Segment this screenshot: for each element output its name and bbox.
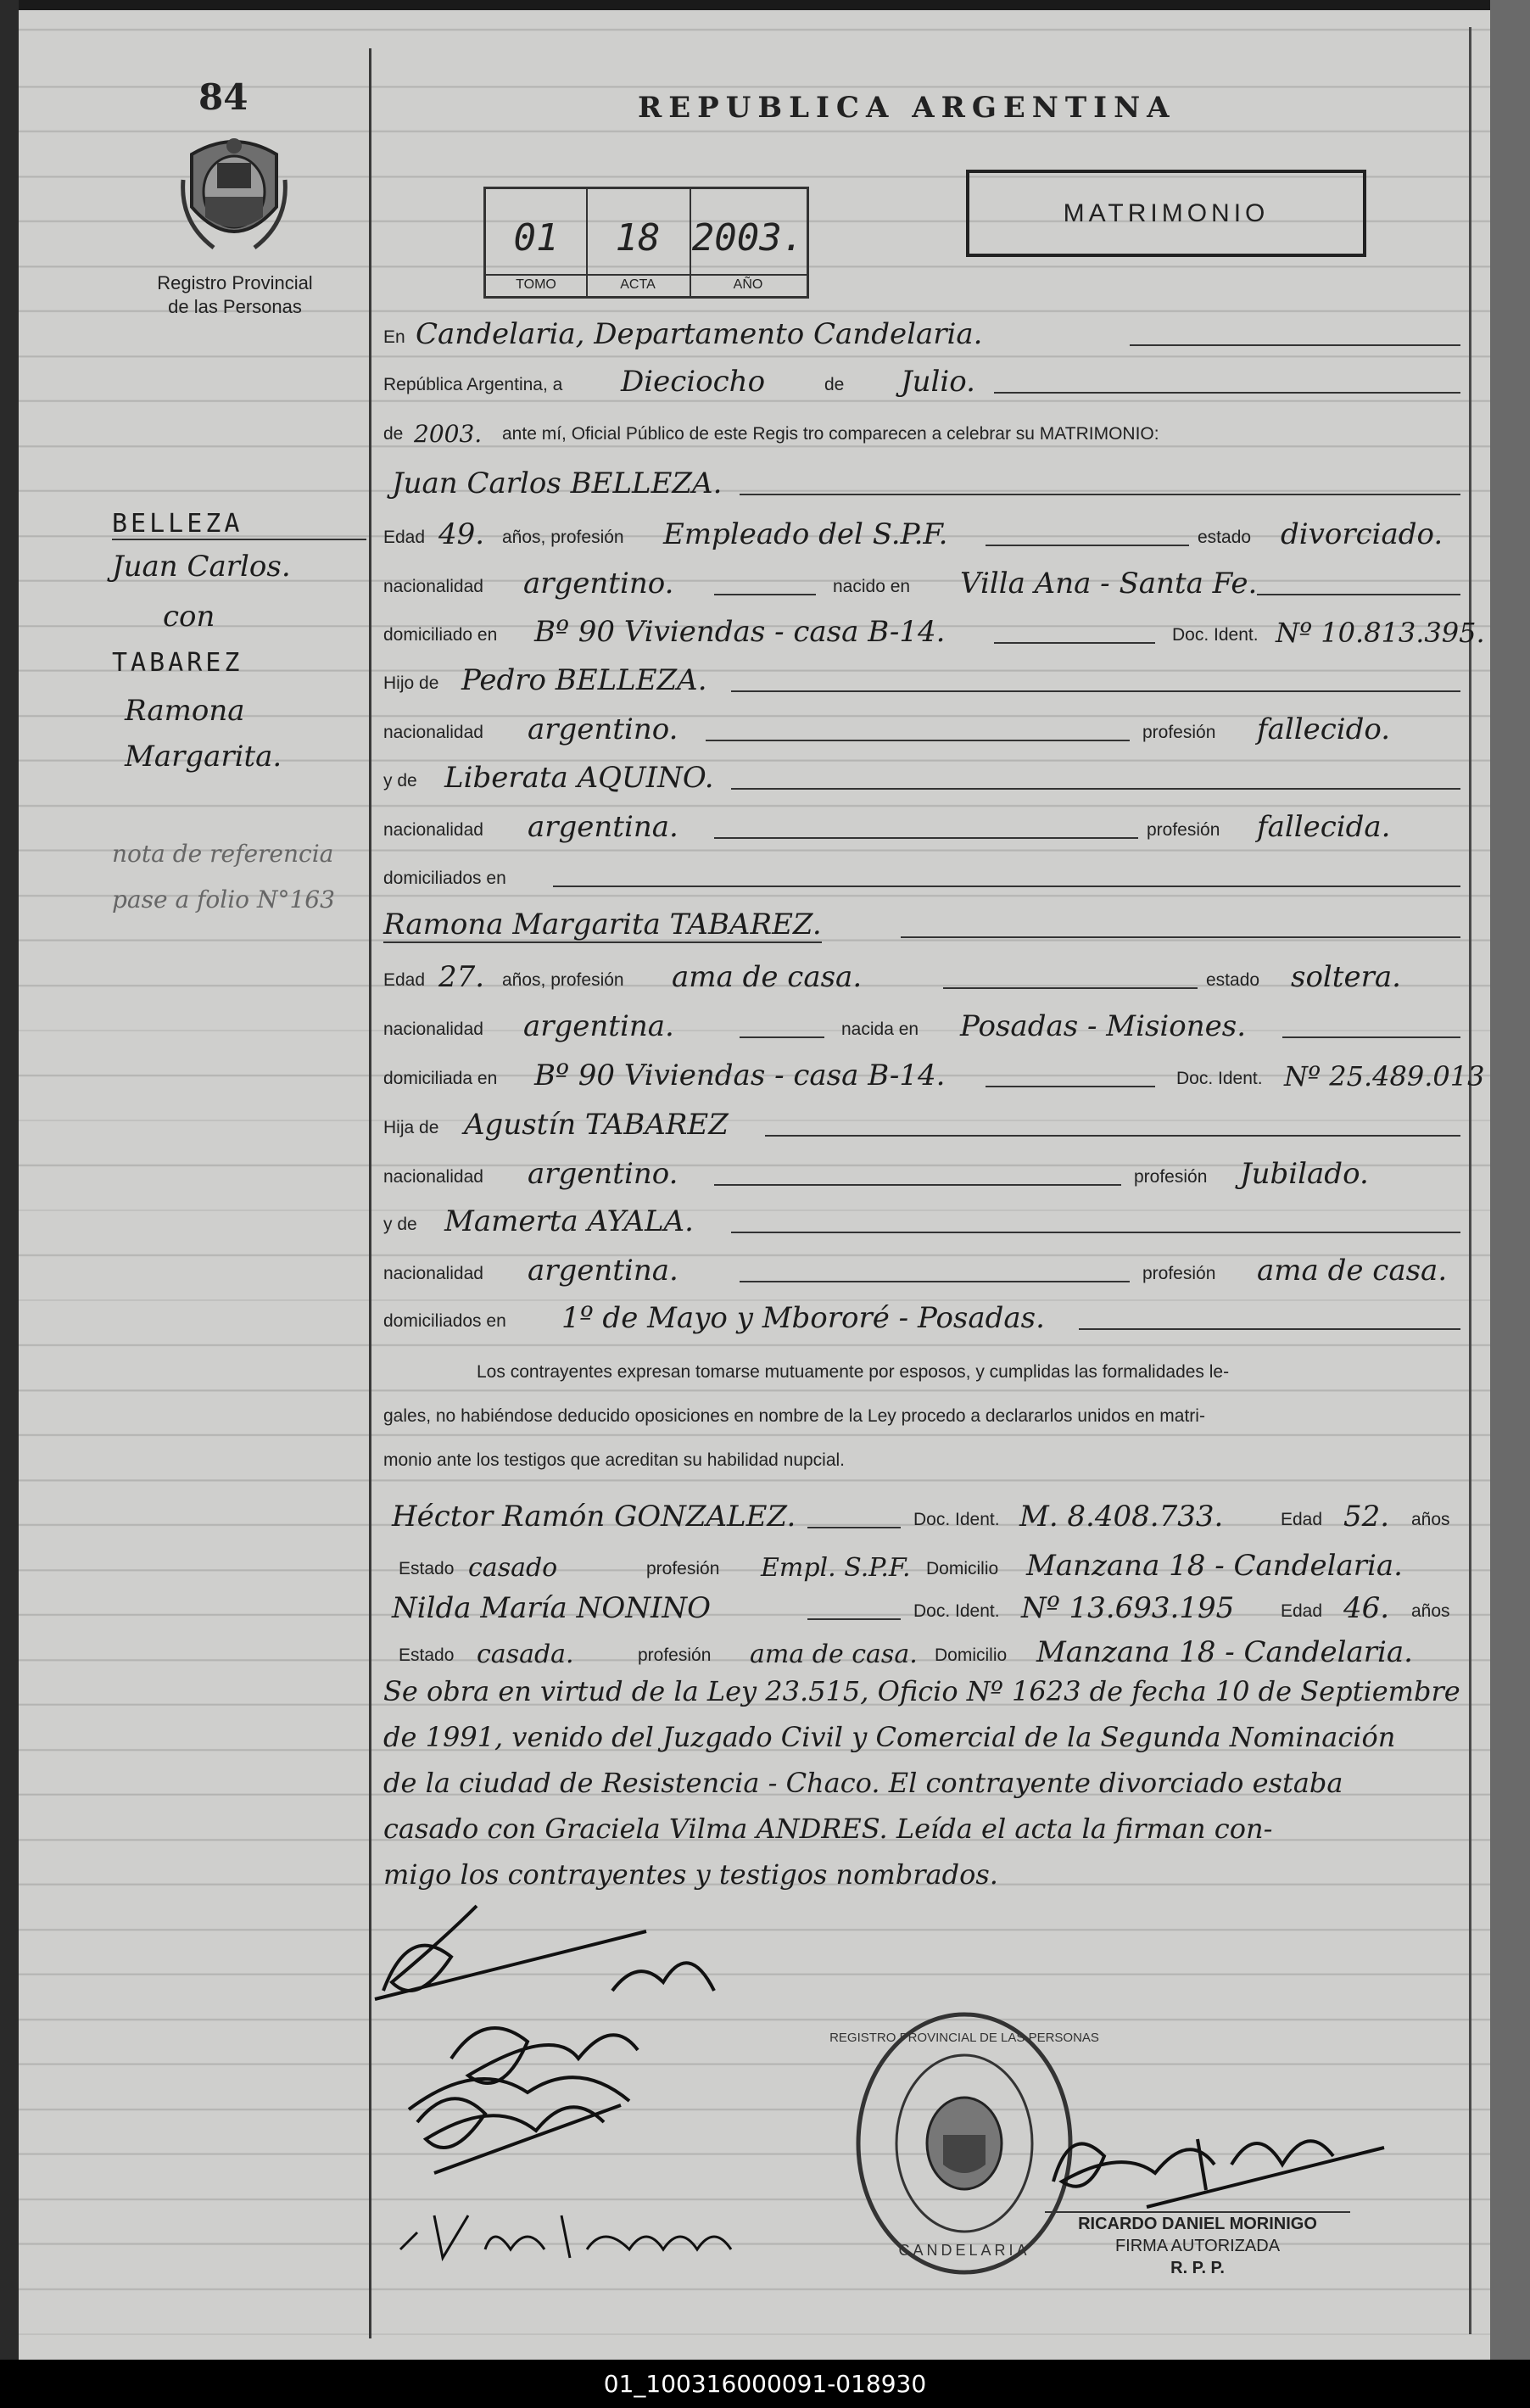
row-c1-dom: domiciliado en Bº 90 Viviendas - casa B-14. Doc. Ident. Nº 10.813.395.	[383, 615, 1485, 649]
row-c2-madre-nac: nacionalidad argentina. profesión ama de casa.	[383, 1254, 1448, 1288]
row-lugar: En Candelaria, Departamento Candelaria.	[383, 310, 1462, 353]
row-testigo1: Héctor Ramón GONZALEZ. Doc. Ident. M. 8.408.733. Edad 52. años	[392, 1500, 1450, 1534]
row-testigo2-datos: Estado casada. profesión ama de casa. Domicilio Manzana 18 - Candelaria.	[399, 1635, 1413, 1669]
side-nota1: nota de referencia	[112, 840, 334, 868]
signature-testigo2	[383, 2198, 773, 2275]
acta-box	[483, 187, 809, 299]
official-signature-block: RICARDO DANIEL MORINIGO FIRMA AUTORIZADA R. P. P.	[1045, 2211, 1350, 2279]
side-con: con	[163, 600, 215, 634]
provincial-crest-icon	[180, 129, 288, 256]
document-title: REPUBLICA ARGENTINA	[638, 91, 1176, 125]
row-fecha: República Argentina, a Dieciocho de Julio.	[383, 358, 1462, 400]
row-intro: de 2003. ante mí, Oficial Público de este Regis tro comparecen a celebrar su MATRIMONIO:	[383, 420, 1159, 448]
side-apellido2: TABAREZ	[112, 648, 243, 678]
scan-right-edge	[1490, 0, 1530, 2408]
image-id-footer: 01_100316000091-018930	[0, 2360, 1530, 2408]
anio-cell: 2003. AÑO	[690, 189, 807, 296]
side-nombre2a: Ramona	[125, 694, 245, 728]
row-c2-nac: nacionalidad argentina. nacida en Posadas - Misiones.	[383, 1003, 1462, 1045]
row-c2-domiciliados: domiciliados en 1º de Mayo y Mbororé - Posadas.	[383, 1294, 1462, 1337]
row-testigo1-datos: Estado casado profesión Empl. S.P.F. Domicilio Manzana 18 - Candelaria.	[399, 1549, 1403, 1583]
side-apellido1: BELLEZA	[112, 509, 366, 540]
register-page	[19, 10, 1490, 2360]
folio-number: 84	[198, 76, 248, 118]
side-nombre2b: Margarita.	[125, 740, 282, 774]
seal-ring-text: REGISTRO PROVINCIAL DE LAS PERSONAS	[829, 2031, 1099, 2045]
declaracion-text: Los contrayentes expresan tomarse mutuamente por esposos, y cumplidas las formalidades le- gales, no habiéndose deducido oposiciones en nombre de la Ley procedo a declararlos unidos en matri- monio ante los testigos que acreditan su habilidad nupcial.	[383, 1362, 1230, 1470]
lugar-value: Candelaria, Departamento Candelaria.	[416, 317, 983, 351]
row-c1-madre-nac: nacionalidad argentina. profesión fallecida.	[383, 810, 1391, 844]
anio-value: 2003.	[414, 420, 483, 448]
seal-place-text: CANDELARIA	[898, 2242, 1030, 2259]
row-c1-domiciliados: domiciliados en	[383, 852, 1462, 894]
row-c2-padre-nac: nacionalidad argentino. profesión Jubilado.	[383, 1157, 1369, 1191]
row-c1-madre: y de Liberata AQUINO.	[383, 754, 1462, 796]
tomo-cell: 01 TOMO	[486, 189, 588, 296]
mes-value: Julio.	[901, 365, 975, 399]
row-testigo2: Nilda María NONINO Doc. Ident. Nº 13.693.195 Edad 46. años	[392, 1591, 1450, 1625]
row-c1-nombre: Juan Carlos BELLEZA.	[383, 460, 1462, 502]
side-nombre1: Juan Carlos.	[112, 550, 291, 584]
acta-cell: 18 ACTA	[586, 189, 691, 296]
row-c1-padre-nac: nacionalidad argentino. profesión fallecido.	[383, 712, 1391, 746]
side-nota2: pase a folio N°163	[112, 886, 335, 913]
row-c1-nac: nacionalidad argentino. nacido en Villa Ana - Santa Fe.	[383, 560, 1462, 602]
row-c2-padre: Hija de Agustín TABAREZ	[383, 1101, 1462, 1143]
row-c1-edad: Edad 49. años, profesión Empleado del S.P.F. estado divorciado.	[383, 517, 1443, 551]
nota-observaciones: Se obra en virtud de la Ley 23.515, Oficio Nº 1623 de fecha 10 de Septiembre de 1991, venido del Juzgado Civil y Comercial de la Segunda Nominación de la ciudad de Resistencia - Chaco. El contrayente divorciado estaba casado con Graciela Vilma ANDRES. Leída el acta la firman con- migo los contrayentes y testigos nombrados.	[383, 1675, 1460, 1891]
registro-label: Registro Provincial de las Personas	[157, 272, 313, 317]
row-c2-dom: domiciliada en Bº 90 Viviendas - casa B-14. Doc. Ident. Nº 25.489.013	[383, 1059, 1485, 1092]
scan-left-edge	[0, 0, 19, 2408]
row-c2-nombre: Ramona Margarita TABAREZ.	[383, 902, 1462, 945]
row-c1-padre: Hijo de Pedro BELLEZA.	[383, 656, 1462, 699]
right-rule	[1469, 27, 1471, 2334]
dia-value: Dieciocho	[621, 365, 766, 399]
signature-contrayente2	[400, 2071, 672, 2198]
matrimonio-box: MATRIMONIO	[966, 170, 1366, 257]
row-c2-madre: y de Mamerta AYALA.	[383, 1198, 1462, 1240]
row-c2-edad: Edad 27. años, profesión ama de casa. estado soltera.	[383, 960, 1401, 994]
